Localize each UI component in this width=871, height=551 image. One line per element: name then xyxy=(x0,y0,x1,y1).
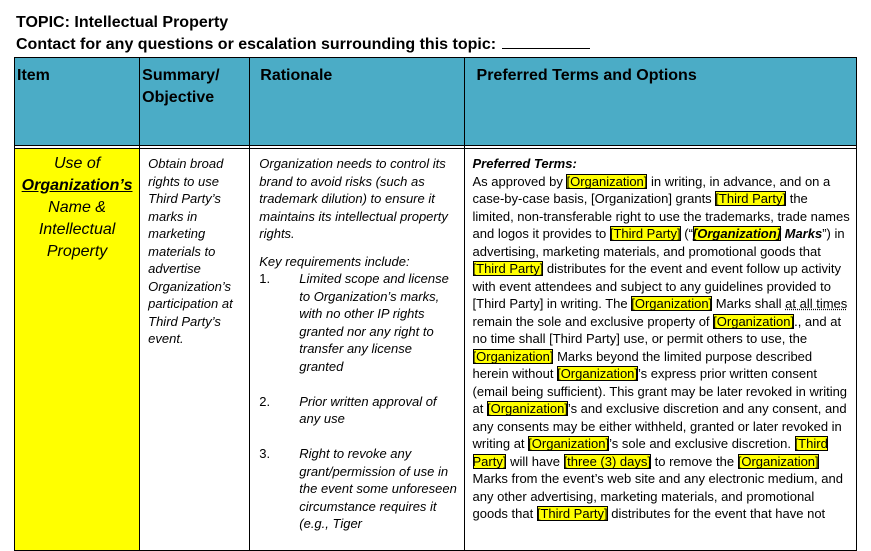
header-item: Item xyxy=(15,58,140,146)
terms-label: Preferred Terms: xyxy=(472,156,577,171)
summary-cell xyxy=(140,149,250,551)
placeholder-highlight: [Organization] xyxy=(692,226,782,241)
placeholder-highlight: [Organization] xyxy=(557,366,639,381)
terms-text: Preferred Terms: As approved by [Organization] in writing, in advance, and on a case-by-case basis, [Organization] grants [Third Party] the limited, non-transferable right to use the trademarks, trade names and logos it provides to [Third Party] (“[Organization] Marks”) in advertising, marketing materials, and promotional goods that [Third Party] distributes for the event and event follow up activity with event attendees and subject to any guidelines provided to [Third Party] in writing. The [Organization] Marks shall at all times remain the sole and exclusive property of [Organization]., and at no time shall [Third Party] use, or permit others to use, the [Organization] Marks beyond the limited purpose described herein without [Organization]’s express prior written consent (email being sufficient). This grant may be later revoked in writing at [Organization]’s and exclusive discretion and any consent, and any consents may be either withheld, granted or later revoked in writing at [Organization]’s sole and exclusive discretion. [Third Party] will have [three (3) days] to remove the [Organization] Marks from the event’s web site and any electronic medium, and any other advertising, marketing materials, and promotional goods that [Third Party] distributes for the event that have not xyxy=(472,156,850,521)
placeholder-highlight: [Third Party] xyxy=(609,226,681,241)
item-rest: Name & Intellectual Property xyxy=(38,199,116,260)
placeholder-highlight: [Organization] xyxy=(566,173,648,189)
requirements-list xyxy=(250,270,463,533)
contact-blank xyxy=(502,36,590,49)
placeholder-highlight: [Organization] xyxy=(737,453,819,469)
topic-title: TOPIC: Intellectual Property xyxy=(16,14,229,31)
rationale-cell xyxy=(250,149,464,551)
placeholder-highlight: [Organization] xyxy=(713,313,795,329)
header-rationale: Rationale xyxy=(250,58,464,146)
requirements-label: Key requirements include: xyxy=(259,253,410,269)
list-item: 3. Right to revoke any grant/permission of use in the event some unforeseen circumstance requires it (e.g., Tiger xyxy=(259,446,457,531)
placeholder-highlight: [Organization] xyxy=(528,436,610,451)
item-org: Organization’s xyxy=(21,177,133,194)
terms-cell xyxy=(464,149,856,551)
placeholder-highlight: [three (3) days] xyxy=(563,453,651,469)
terms-table xyxy=(14,57,857,551)
list-item: 1. Limited scope and license to Organization’s marks, with no other IP rights granted nor any right to transfer any license granted xyxy=(259,271,449,374)
item-cell xyxy=(15,149,140,551)
item-line1: Use of xyxy=(53,155,101,172)
table-row xyxy=(15,149,857,551)
placeholder-highlight: [Organization] xyxy=(486,401,568,416)
list-item: 2. Prior written approval of any use xyxy=(259,393,437,426)
header-summary: Summary/ Objective xyxy=(140,58,250,146)
header-terms: Preferred Terms and Options xyxy=(464,58,856,146)
placeholder-highlight: [Organization] xyxy=(631,296,713,311)
placeholder-highlight: [Third Party] xyxy=(536,506,608,521)
contact-label: Contact for any questions or escalation surrounding this topic: xyxy=(16,36,497,53)
placeholder-highlight: [Third Party] xyxy=(472,436,828,469)
contact-line xyxy=(16,35,590,55)
placeholder-highlight: [Third Party] xyxy=(472,261,544,276)
placeholder-highlight: [Organization] xyxy=(472,348,554,364)
rationale-intro: Organization needs to control its brand to avoid risks (such as trademark dilution) to ensure it maintains its intellectual property rights. xyxy=(259,156,448,241)
header-row xyxy=(15,58,857,146)
summary-text: Obtain broad rights to use Third Party’s marks in marketing materials to advertise Organization’s participation at Third Party’s event. xyxy=(148,156,233,346)
placeholder-highlight: [Third Party] xyxy=(715,191,787,206)
